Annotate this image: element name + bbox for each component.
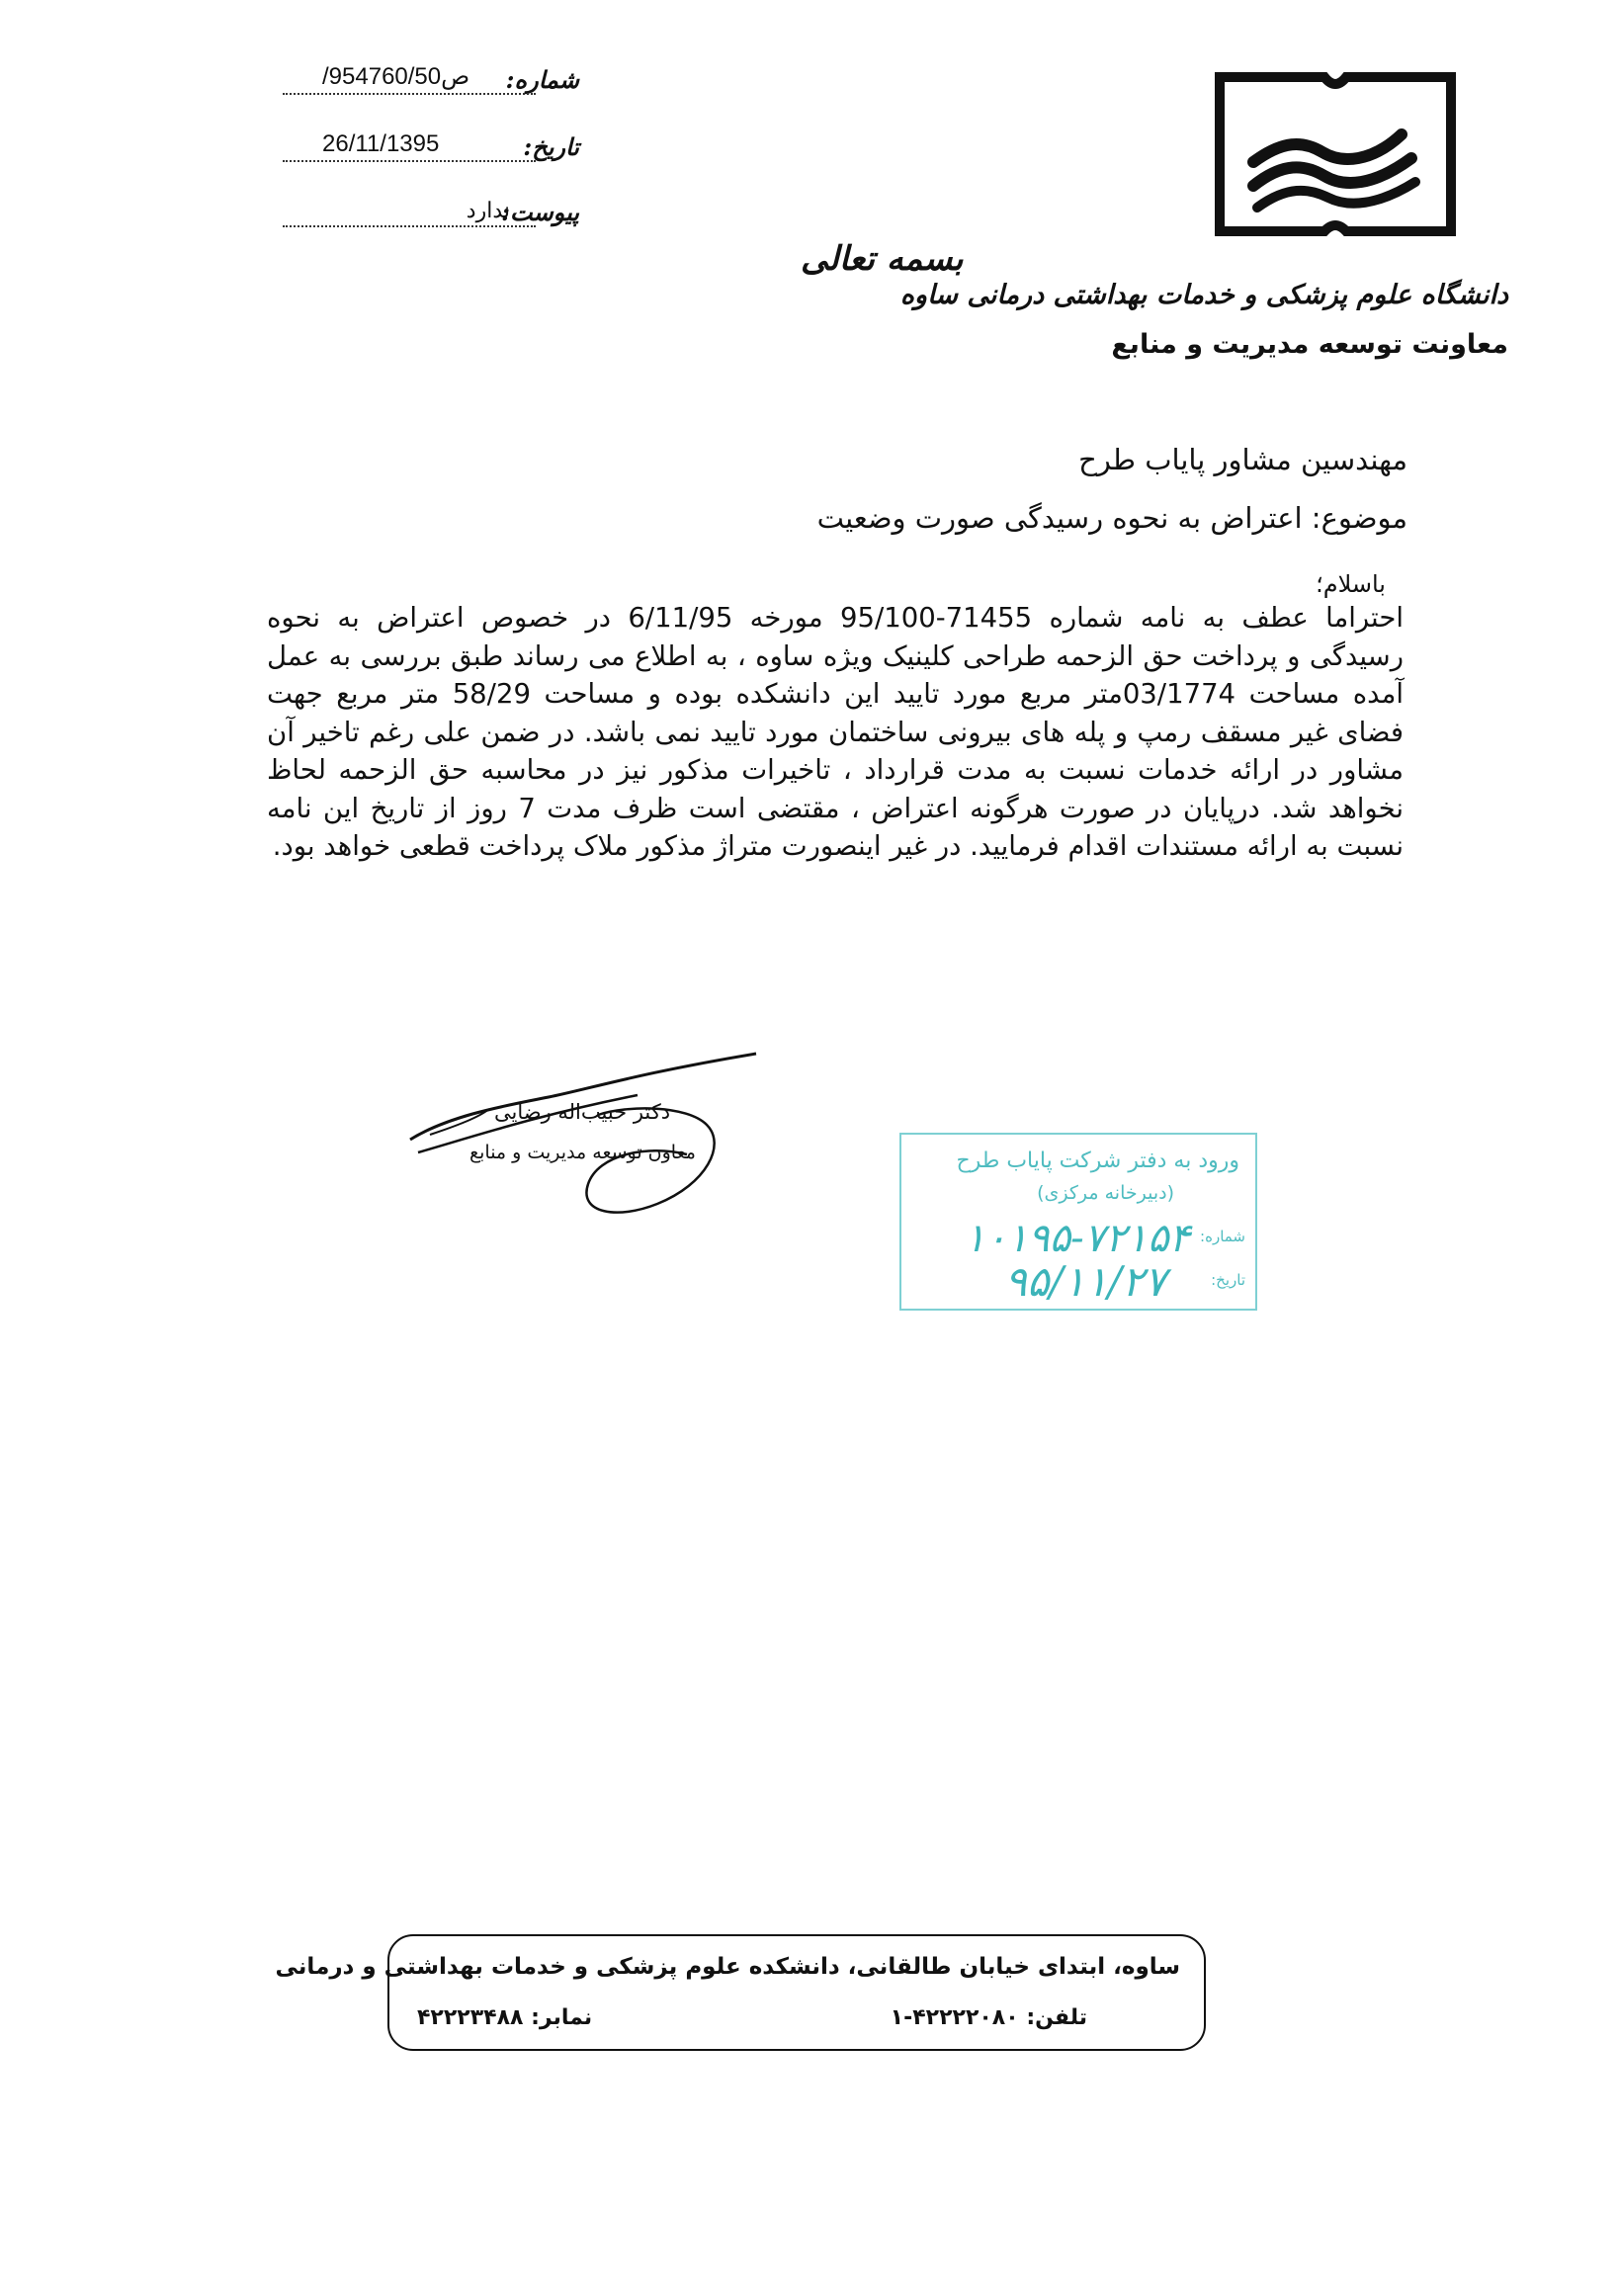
dotted-line: [283, 225, 536, 227]
letter-greeting: باسلام؛: [1316, 570, 1386, 598]
stamp-subtitle: (دبیرخانه مرکزی): [1037, 1182, 1174, 1204]
footer-phone: [891, 2005, 1087, 2030]
letter-number-row: [283, 61, 579, 101]
university-logo-icon: [1214, 71, 1457, 237]
footer-address: ساوه، ابتدای خیابان طالقانی، دانشکده علوم پزشکی و خدمات بهداشتی و درمانی: [275, 1954, 1180, 1980]
footer-phone-label: تلفن:: [1026, 2005, 1087, 2030]
handwritten-signature-icon: [390, 1046, 766, 1233]
footer-phone-value: ۱-۴۲۲۲۲۰۸۰: [890, 2005, 1019, 2030]
letter-date-value: 26/11/1395: [322, 130, 440, 157]
stamp-number-label: شماره:: [1200, 1228, 1245, 1245]
signer-name: دکتر حبیب‌اله رضایی: [494, 1100, 671, 1124]
dotted-line: [283, 93, 536, 95]
letter-body: احتراما عطف به نامه شماره 71455-95/100 مورخه 6/11/95 در خصوص اعتراض به نحوه رسیدگی و پرداخت حق الزحمه طراحی کلینیک ویژه ساوه ، به اطلاع می رساند طبق بررسی به عمل آمده مساحت 03/1774متر مربع مورد تایید این دانشکده بوده و مساحت 58/29 متر مربع جهت فضای غیر مسقف رمپ و پله های بیرونی ساختمان مورد تایید نمی باشد. در ضمن علی رغم تاخیر آن مشاور در ارائه خدمات نسبت به مدت قرارداد ، تاخیرات مذکور نیز در محاسبه حق الزحمه لحاظ نخواهد شد. درپایان در صورت هرگونه اعتراض ، مقتضی است ظرف مدت 7 روز از تاریخ این نامه نسبت به ارائه مستندات اقدام فرمایید. در غیر اینصورت متراژ مذکور ملاک پرداخت قطعی خواهد بود.: [267, 602, 1405, 862]
letter-number-label: شماره:: [505, 65, 579, 94]
stamp-number-value: ۱۰۱۹۵-۷۲۱۵۴: [964, 1216, 1190, 1261]
receipt-stamp: [899, 1133, 1257, 1311]
bismillah-heading: بسمه تعالی: [801, 239, 964, 279]
footer-fax-value: ۴۲۲۲۳۴۸۸: [417, 2005, 524, 2030]
signer-title: معاون توسعه مدیریت و منابع: [469, 1142, 696, 1163]
stamp-date-value: ۹۵/۱۱/۲۷: [1004, 1257, 1166, 1306]
letter-subject: موضوع: اعتراض به نحوه رسیدگی صورت وضعیت: [816, 501, 1407, 535]
department-name: معاونت توسعه مدیریت و منابع: [1111, 329, 1508, 360]
stamp-date-label: تاریخ:: [1211, 1271, 1245, 1289]
letter-recipient: مهندسین مشاور پایاب طرح: [1078, 443, 1407, 476]
footer-address-box: [275, 1934, 1206, 2051]
letter-attachment-value: ندارد: [466, 198, 510, 222]
university-name: دانشگاه علوم پزشکی و خدمات بهداشتی درمانی ساوه: [899, 280, 1508, 310]
letter-date-row: [283, 128, 579, 168]
letter-attachment-row: [283, 194, 579, 233]
letter-number-value: /95ص4760/50: [322, 63, 470, 90]
footer-fax-label: نمابر:: [531, 2005, 593, 2030]
letter-date-label: تاریخ:: [523, 132, 579, 161]
dotted-line: [283, 160, 536, 162]
footer-fax: [417, 2005, 592, 2030]
letter-attachment-label: پیوست:: [501, 198, 579, 226]
stamp-title: ورود به دفتر شرکت پایاب طرح: [956, 1148, 1239, 1173]
